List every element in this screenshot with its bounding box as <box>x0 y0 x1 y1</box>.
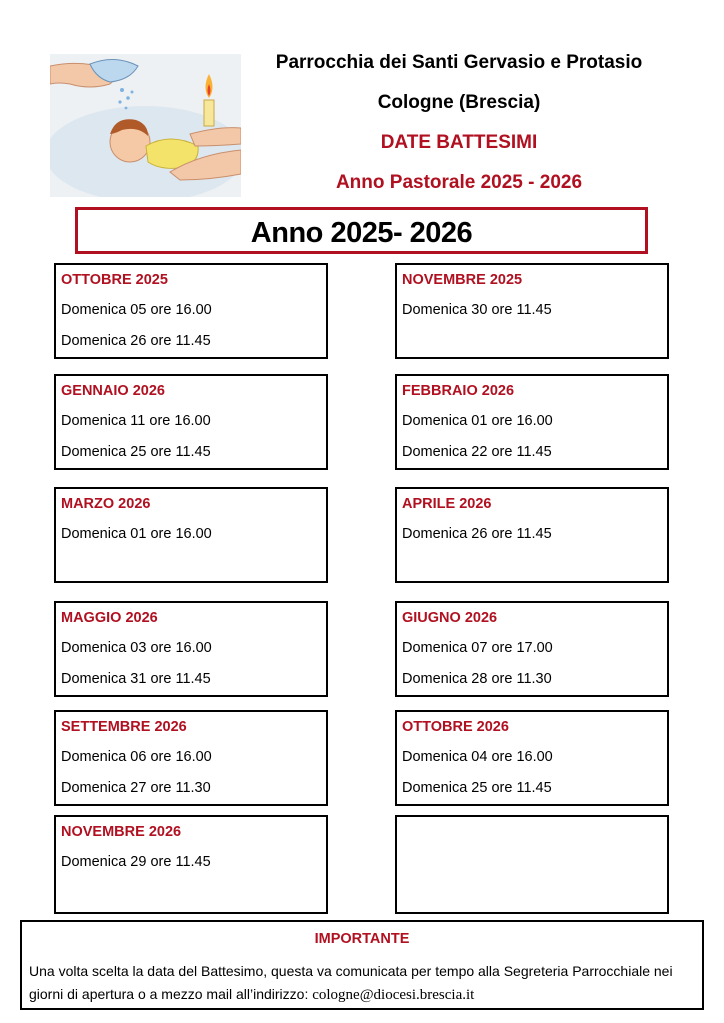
date-entry: Domenica 03 ore 16.00 <box>61 640 212 656</box>
date-entry: Domenica 31 ore 11.45 <box>61 671 211 687</box>
month-box-empty <box>395 815 669 914</box>
pastoral-year: Anno Pastorale 2025 - 2026 <box>335 172 583 193</box>
month-box-ottobre-2025 <box>54 263 328 359</box>
month-box-settembre-2026 <box>54 710 328 806</box>
month-box-gennaio-2026 <box>54 374 328 470</box>
month-box-aprile-2026 <box>395 487 669 583</box>
date-entry: Domenica 26 ore 11.45 <box>402 526 552 542</box>
date-entry: Domenica 05 ore 16.00 <box>61 302 212 318</box>
date-entry: Domenica 11 ore 16.00 <box>61 413 211 429</box>
contact-email[interactable]: cologne@diocesi.brescia.it <box>312 987 475 1003</box>
month-box-ottobre-2026 <box>395 710 669 806</box>
important-notice <box>20 920 704 1010</box>
month-box-maggio-2026 <box>54 601 328 697</box>
month-title: OTTOBRE 2025 <box>61 272 168 288</box>
month-title: APRILE 2026 <box>402 496 492 512</box>
month-title: GENNAIO 2026 <box>61 383 165 399</box>
parish-name: Parrocchia dei Santi Gervasio e Protasio <box>275 52 643 73</box>
month-box-novembre-2026 <box>54 815 328 914</box>
date-entry: Domenica 29 ore 11.45 <box>61 854 211 870</box>
date-entry: Domenica 27 ore 11.30 <box>61 780 211 796</box>
date-entry: Domenica 25 ore 11.45 <box>402 780 552 796</box>
month-title: OTTOBRE 2026 <box>402 719 509 735</box>
month-title: GIUGNO 2026 <box>402 610 498 626</box>
date-entry: Domenica 22 ore 11.45 <box>402 444 552 460</box>
year-banner <box>75 207 648 254</box>
baptism-illustration <box>50 54 241 197</box>
month-title: MAGGIO 2026 <box>61 610 158 626</box>
month-title: NOVEMBRE 2025 <box>402 272 523 288</box>
important-text: Una volta scelta la data del Battesimo, questa va comunicata per tempo alla Segreteria Parrocchiale nei giorni di apertura o a mezzo mail all’indirizzo: <box>29 963 673 1002</box>
date-entry: Domenica 06 ore 16.00 <box>61 749 212 765</box>
year-title: Anno 2025- 2026 <box>250 217 473 249</box>
date-entry: Domenica 01 ore 16.00 <box>61 526 212 542</box>
baptism-illustration-svg <box>50 54 241 197</box>
month-title: MARZO 2026 <box>61 496 151 512</box>
month-box-marzo-2026 <box>54 487 328 583</box>
document-title: DATE BATTESIMI <box>380 132 538 153</box>
date-entry: Domenica 04 ore 16.00 <box>402 749 553 765</box>
month-box-giugno-2026 <box>395 601 669 697</box>
month-box-novembre-2025 <box>395 263 669 359</box>
month-title: SETTEMBRE 2026 <box>61 719 187 735</box>
date-entry: Domenica 30 ore 11.45 <box>402 302 552 318</box>
important-title: IMPORTANTE <box>314 931 410 947</box>
month-box-febbraio-2026 <box>395 374 669 470</box>
date-entry: Domenica 28 ore 11.30 <box>402 671 552 687</box>
date-entry: Domenica 01 ore 16.00 <box>402 413 553 429</box>
date-entry: Domenica 07 ore 17.00 <box>402 640 553 656</box>
date-entry: Domenica 25 ore 11.45 <box>61 444 211 460</box>
date-entry: Domenica 26 ore 11.45 <box>61 333 211 349</box>
month-title: FEBBRAIO 2026 <box>402 383 515 399</box>
parish-location: Cologne (Brescia) <box>377 92 541 113</box>
month-title: NOVEMBRE 2026 <box>61 824 182 840</box>
important-text-block <box>29 960 697 1007</box>
